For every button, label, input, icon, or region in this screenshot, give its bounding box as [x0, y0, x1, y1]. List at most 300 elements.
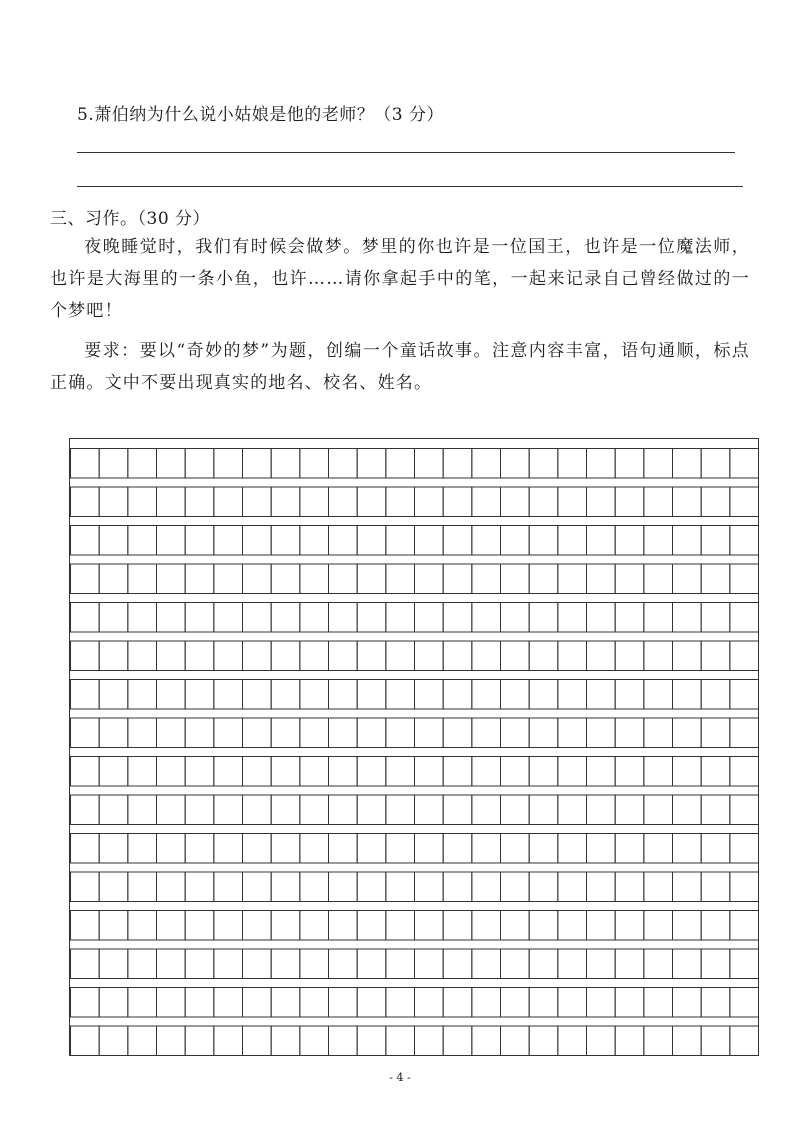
grid-cell[interactable]: [587, 487, 616, 517]
grid-cell[interactable]: [701, 564, 730, 594]
grid-cell[interactable]: [501, 641, 530, 671]
grid-cell[interactable]: [730, 641, 758, 671]
grid-cell[interactable]: [71, 680, 100, 710]
grid-cell[interactable]: [501, 1026, 530, 1055]
grid-cell[interactable]: [701, 757, 730, 787]
grid-cell[interactable]: [615, 449, 644, 479]
grid-cell[interactable]: [329, 1026, 358, 1055]
grid-cell[interactable]: [185, 872, 214, 902]
grid-cell[interactable]: [185, 564, 214, 594]
grid-cell[interactable]: [99, 757, 128, 787]
grid-cell[interactable]: [472, 949, 501, 979]
grid-cell[interactable]: [701, 718, 730, 748]
grid-cell[interactable]: [329, 603, 358, 633]
answer-line-1[interactable]: [77, 152, 735, 153]
grid-cell[interactable]: [214, 911, 243, 941]
grid-cell[interactable]: [329, 757, 358, 787]
grid-cell[interactable]: [415, 911, 444, 941]
grid-cell[interactable]: [214, 718, 243, 748]
grid-cell[interactable]: [644, 603, 673, 633]
grid-cell[interactable]: [243, 949, 272, 979]
grid-cell[interactable]: [99, 487, 128, 517]
grid-cell[interactable]: [701, 1026, 730, 1055]
grid-cell[interactable]: [558, 949, 587, 979]
grid-cell[interactable]: [415, 449, 444, 479]
grid-cell[interactable]: [472, 1026, 501, 1055]
grid-cell[interactable]: [300, 872, 329, 902]
grid-cell[interactable]: [214, 564, 243, 594]
grid-cell[interactable]: [214, 872, 243, 902]
grid-cell[interactable]: [214, 603, 243, 633]
grid-cell[interactable]: [300, 487, 329, 517]
grid-cell[interactable]: [529, 949, 558, 979]
grid-cell[interactable]: [730, 487, 758, 517]
grid-cell[interactable]: [185, 1026, 214, 1055]
grid-cell[interactable]: [386, 718, 415, 748]
grid-cell[interactable]: [271, 911, 300, 941]
grid-cell[interactable]: [99, 641, 128, 671]
grid-cell[interactable]: [386, 603, 415, 633]
grid-cell[interactable]: [644, 526, 673, 556]
grid-cell[interactable]: [730, 911, 758, 941]
grid-cell[interactable]: [300, 718, 329, 748]
grid-cell[interactable]: [185, 988, 214, 1018]
grid-cell[interactable]: [386, 449, 415, 479]
grid-cell[interactable]: [415, 603, 444, 633]
grid-cell[interactable]: [386, 988, 415, 1018]
grid-cell[interactable]: [157, 757, 186, 787]
grid-cell[interactable]: [243, 603, 272, 633]
grid-cell[interactable]: [501, 872, 530, 902]
grid-cell[interactable]: [558, 680, 587, 710]
grid-cell[interactable]: [472, 526, 501, 556]
grid-cell[interactable]: [185, 526, 214, 556]
grid-cell[interactable]: [386, 795, 415, 825]
grid-cell[interactable]: [386, 526, 415, 556]
grid-cell[interactable]: [128, 641, 157, 671]
grid-cell[interactable]: [615, 834, 644, 864]
grid-cell[interactable]: [529, 526, 558, 556]
grid-cell[interactable]: [386, 487, 415, 517]
grid-cell[interactable]: [587, 834, 616, 864]
grid-cell[interactable]: [71, 564, 100, 594]
grid-cell[interactable]: [443, 872, 472, 902]
grid-cell[interactable]: [185, 949, 214, 979]
grid-cell[interactable]: [587, 564, 616, 594]
grid-cell[interactable]: [128, 449, 157, 479]
grid-cell[interactable]: [443, 603, 472, 633]
grid-cell[interactable]: [587, 872, 616, 902]
grid-cell[interactable]: [673, 603, 702, 633]
grid-cell[interactable]: [99, 988, 128, 1018]
grid-cell[interactable]: [701, 641, 730, 671]
grid-cell[interactable]: [185, 757, 214, 787]
grid-cell[interactable]: [243, 641, 272, 671]
grid-cell[interactable]: [214, 988, 243, 1018]
grid-cell[interactable]: [673, 680, 702, 710]
grid-cell[interactable]: [501, 757, 530, 787]
grid-cell[interactable]: [443, 564, 472, 594]
grid-cell[interactable]: [501, 834, 530, 864]
grid-cell[interactable]: [157, 795, 186, 825]
grid-cell[interactable]: [157, 872, 186, 902]
grid-cell[interactable]: [300, 795, 329, 825]
grid-cell[interactable]: [615, 1026, 644, 1055]
grid-cell[interactable]: [329, 795, 358, 825]
grid-cell[interactable]: [99, 603, 128, 633]
grid-cell[interactable]: [443, 449, 472, 479]
grid-cell[interactable]: [386, 757, 415, 787]
grid-cell[interactable]: [329, 718, 358, 748]
grid-cell[interactable]: [99, 449, 128, 479]
grid-cell[interactable]: [99, 680, 128, 710]
grid-cell[interactable]: [243, 911, 272, 941]
grid-cell[interactable]: [300, 564, 329, 594]
grid-cell[interactable]: [501, 949, 530, 979]
grid-cell[interactable]: [357, 1026, 386, 1055]
grid-cell[interactable]: [701, 949, 730, 979]
grid-cell[interactable]: [128, 680, 157, 710]
grid-cell[interactable]: [243, 834, 272, 864]
grid-cell[interactable]: [673, 911, 702, 941]
grid-cell[interactable]: [300, 641, 329, 671]
grid-cell[interactable]: [157, 603, 186, 633]
grid-cell[interactable]: [472, 603, 501, 633]
grid-cell[interactable]: [615, 564, 644, 594]
grid-cell[interactable]: [529, 757, 558, 787]
grid-cell[interactable]: [357, 487, 386, 517]
grid-cell[interactable]: [501, 449, 530, 479]
grid-cell[interactable]: [329, 487, 358, 517]
grid-cell[interactable]: [357, 757, 386, 787]
grid-cell[interactable]: [243, 718, 272, 748]
grid-cell[interactable]: [415, 526, 444, 556]
grid-cell[interactable]: [214, 1026, 243, 1055]
grid-cell[interactable]: [99, 526, 128, 556]
grid-cell[interactable]: [558, 449, 587, 479]
grid-cell[interactable]: [673, 949, 702, 979]
grid-cell[interactable]: [300, 834, 329, 864]
grid-cell[interactable]: [673, 564, 702, 594]
grid-cell[interactable]: [730, 757, 758, 787]
grid-cell[interactable]: [300, 988, 329, 1018]
grid-cell[interactable]: [243, 564, 272, 594]
grid-cell[interactable]: [214, 487, 243, 517]
grid-cell[interactable]: [271, 526, 300, 556]
grid-cell[interactable]: [529, 1026, 558, 1055]
grid-cell[interactable]: [128, 949, 157, 979]
grid-cell[interactable]: [99, 795, 128, 825]
grid-cell[interactable]: [615, 872, 644, 902]
grid-cell[interactable]: [243, 487, 272, 517]
grid-cell[interactable]: [357, 564, 386, 594]
grid-cell[interactable]: [529, 911, 558, 941]
grid-cell[interactable]: [71, 526, 100, 556]
grid-cell[interactable]: [185, 487, 214, 517]
grid-cell[interactable]: [730, 872, 758, 902]
grid-cell[interactable]: [529, 988, 558, 1018]
grid-cell[interactable]: [529, 564, 558, 594]
grid-cell[interactable]: [415, 795, 444, 825]
grid-cell[interactable]: [415, 988, 444, 1018]
grid-cell[interactable]: [730, 564, 758, 594]
grid-cell[interactable]: [443, 757, 472, 787]
grid-cell[interactable]: [300, 757, 329, 787]
grid-cell[interactable]: [644, 487, 673, 517]
grid-cell[interactable]: [157, 718, 186, 748]
grid-cell[interactable]: [415, 872, 444, 902]
grid-cell[interactable]: [71, 757, 100, 787]
grid-cell[interactable]: [472, 834, 501, 864]
grid-cell[interactable]: [157, 1026, 186, 1055]
grid-cell[interactable]: [587, 949, 616, 979]
grid-cell[interactable]: [329, 949, 358, 979]
grid-cell[interactable]: [587, 641, 616, 671]
grid-cell[interactable]: [558, 1026, 587, 1055]
grid-cell[interactable]: [415, 757, 444, 787]
grid-cell[interactable]: [415, 834, 444, 864]
grid-cell[interactable]: [443, 526, 472, 556]
grid-cell[interactable]: [128, 872, 157, 902]
grid-cell[interactable]: [644, 1026, 673, 1055]
grid-cell[interactable]: [730, 988, 758, 1018]
grid-cell[interactable]: [472, 487, 501, 517]
grid-cell[interactable]: [472, 911, 501, 941]
grid-cell[interactable]: [99, 949, 128, 979]
grid-cell[interactable]: [673, 487, 702, 517]
grid-cell[interactable]: [644, 564, 673, 594]
grid-cell[interactable]: [329, 911, 358, 941]
grid-cell[interactable]: [357, 988, 386, 1018]
grid-cell[interactable]: [386, 872, 415, 902]
grid-cell[interactable]: [99, 1026, 128, 1055]
grid-cell[interactable]: [185, 449, 214, 479]
grid-cell[interactable]: [673, 641, 702, 671]
grid-cell[interactable]: [501, 795, 530, 825]
grid-cell[interactable]: [701, 872, 730, 902]
grid-cell[interactable]: [529, 449, 558, 479]
grid-cell[interactable]: [214, 757, 243, 787]
grid-cell[interactable]: [185, 680, 214, 710]
grid-cell[interactable]: [214, 834, 243, 864]
grid-cell[interactable]: [472, 718, 501, 748]
grid-cell[interactable]: [472, 757, 501, 787]
grid-cell[interactable]: [357, 526, 386, 556]
grid-cell[interactable]: [558, 795, 587, 825]
grid-cell[interactable]: [558, 834, 587, 864]
grid-cell[interactable]: [300, 449, 329, 479]
grid-cell[interactable]: [300, 949, 329, 979]
grid-cell[interactable]: [472, 680, 501, 710]
grid-cell[interactable]: [615, 487, 644, 517]
grid-cell[interactable]: [128, 718, 157, 748]
grid-cell[interactable]: [329, 564, 358, 594]
grid-cell[interactable]: [214, 949, 243, 979]
grid-cell[interactable]: [701, 526, 730, 556]
grid-cell[interactable]: [157, 641, 186, 671]
grid-cell[interactable]: [185, 834, 214, 864]
grid-cell[interactable]: [615, 526, 644, 556]
grid-cell[interactable]: [271, 680, 300, 710]
grid-cell[interactable]: [529, 641, 558, 671]
grid-cell[interactable]: [71, 834, 100, 864]
grid-cell[interactable]: [558, 988, 587, 1018]
grid-cell[interactable]: [673, 757, 702, 787]
grid-cell[interactable]: [243, 988, 272, 1018]
grid-cell[interactable]: [300, 1026, 329, 1055]
grid-cell[interactable]: [730, 795, 758, 825]
grid-cell[interactable]: [615, 680, 644, 710]
grid-cell[interactable]: [214, 641, 243, 671]
grid-cell[interactable]: [243, 526, 272, 556]
grid-cell[interactable]: [386, 949, 415, 979]
grid-cell[interactable]: [128, 834, 157, 864]
grid-cell[interactable]: [701, 795, 730, 825]
grid-cell[interactable]: [386, 641, 415, 671]
grid-cell[interactable]: [243, 757, 272, 787]
grid-cell[interactable]: [673, 1026, 702, 1055]
grid-cell[interactable]: [529, 718, 558, 748]
grid-cell[interactable]: [730, 949, 758, 979]
grid-cell[interactable]: [443, 949, 472, 979]
grid-cell[interactable]: [673, 449, 702, 479]
grid-cell[interactable]: [472, 564, 501, 594]
grid-cell[interactable]: [157, 949, 186, 979]
grid-cell[interactable]: [673, 834, 702, 864]
grid-cell[interactable]: [701, 680, 730, 710]
grid-cell[interactable]: [157, 449, 186, 479]
grid-cell[interactable]: [701, 834, 730, 864]
grid-cell[interactable]: [386, 911, 415, 941]
grid-cell[interactable]: [99, 911, 128, 941]
grid-cell[interactable]: [529, 487, 558, 517]
grid-cell[interactable]: [357, 680, 386, 710]
grid-cell[interactable]: [357, 641, 386, 671]
grid-cell[interactable]: [644, 680, 673, 710]
grid-cell[interactable]: [558, 911, 587, 941]
grid-cell[interactable]: [615, 757, 644, 787]
grid-cell[interactable]: [357, 795, 386, 825]
grid-cell[interactable]: [472, 872, 501, 902]
grid-cell[interactable]: [386, 834, 415, 864]
grid-cell[interactable]: [128, 487, 157, 517]
grid-cell[interactable]: [128, 526, 157, 556]
grid-cell[interactable]: [472, 795, 501, 825]
grid-cell[interactable]: [673, 872, 702, 902]
grid-cell[interactable]: [443, 718, 472, 748]
grid-cell[interactable]: [71, 1026, 100, 1055]
grid-cell[interactable]: [214, 449, 243, 479]
grid-cell[interactable]: [415, 949, 444, 979]
grid-cell[interactable]: [615, 949, 644, 979]
grid-cell[interactable]: [128, 757, 157, 787]
grid-cell[interactable]: [243, 1026, 272, 1055]
grid-cell[interactable]: [558, 641, 587, 671]
grid-cell[interactable]: [443, 680, 472, 710]
grid-cell[interactable]: [587, 449, 616, 479]
grid-cell[interactable]: [472, 988, 501, 1018]
grid-cell[interactable]: [214, 795, 243, 825]
grid-cell[interactable]: [558, 564, 587, 594]
grid-cell[interactable]: [501, 718, 530, 748]
grid-cell[interactable]: [386, 680, 415, 710]
grid-cell[interactable]: [185, 718, 214, 748]
grid-cell[interactable]: [501, 911, 530, 941]
grid-cell[interactable]: [185, 795, 214, 825]
grid-cell[interactable]: [185, 911, 214, 941]
grid-cell[interactable]: [644, 795, 673, 825]
grid-cell[interactable]: [443, 911, 472, 941]
grid-cell[interactable]: [673, 718, 702, 748]
grid-cell[interactable]: [71, 603, 100, 633]
grid-cell[interactable]: [329, 872, 358, 902]
grid-cell[interactable]: [185, 603, 214, 633]
grid-cell[interactable]: [329, 641, 358, 671]
grid-cell[interactable]: [71, 641, 100, 671]
grid-cell[interactable]: [329, 834, 358, 864]
grid-cell[interactable]: [157, 564, 186, 594]
grid-cell[interactable]: [300, 526, 329, 556]
grid-cell[interactable]: [701, 487, 730, 517]
grid-cell[interactable]: [243, 680, 272, 710]
grid-cell[interactable]: [271, 949, 300, 979]
grid-cell[interactable]: [587, 526, 616, 556]
grid-cell[interactable]: [644, 949, 673, 979]
grid-cell[interactable]: [99, 872, 128, 902]
grid-cell[interactable]: [701, 911, 730, 941]
grid-cell[interactable]: [271, 487, 300, 517]
grid-cell[interactable]: [71, 795, 100, 825]
grid-cell[interactable]: [615, 911, 644, 941]
grid-cell[interactable]: [558, 872, 587, 902]
grid-cell[interactable]: [415, 641, 444, 671]
grid-cell[interactable]: [357, 718, 386, 748]
grid-cell[interactable]: [701, 603, 730, 633]
grid-cell[interactable]: [243, 872, 272, 902]
grid-cell[interactable]: [701, 988, 730, 1018]
grid-cell[interactable]: [415, 1026, 444, 1055]
grid-cell[interactable]: [157, 834, 186, 864]
grid-cell[interactable]: [443, 1026, 472, 1055]
grid-cell[interactable]: [271, 603, 300, 633]
grid-cell[interactable]: [300, 911, 329, 941]
grid-cell[interactable]: [271, 988, 300, 1018]
grid-cell[interactable]: [99, 834, 128, 864]
grid-cell[interactable]: [415, 718, 444, 748]
grid-cell[interactable]: [357, 449, 386, 479]
grid-cell[interactable]: [730, 526, 758, 556]
grid-cell[interactable]: [271, 718, 300, 748]
grid-cell[interactable]: [472, 641, 501, 671]
grid-cell[interactable]: [558, 603, 587, 633]
grid-cell[interactable]: [529, 872, 558, 902]
answer-line-2[interactable]: [77, 186, 743, 187]
grid-cell[interactable]: [271, 564, 300, 594]
grid-cell[interactable]: [644, 872, 673, 902]
grid-cell[interactable]: [271, 795, 300, 825]
grid-cell[interactable]: [615, 603, 644, 633]
grid-cell[interactable]: [644, 988, 673, 1018]
grid-cell[interactable]: [271, 872, 300, 902]
grid-cell[interactable]: [644, 834, 673, 864]
grid-cell[interactable]: [730, 1026, 758, 1055]
grid-cell[interactable]: [185, 641, 214, 671]
grid-cell[interactable]: [99, 564, 128, 594]
grid-cell[interactable]: [415, 564, 444, 594]
grid-cell[interactable]: [71, 949, 100, 979]
grid-cell[interactable]: [501, 487, 530, 517]
grid-cell[interactable]: [558, 757, 587, 787]
